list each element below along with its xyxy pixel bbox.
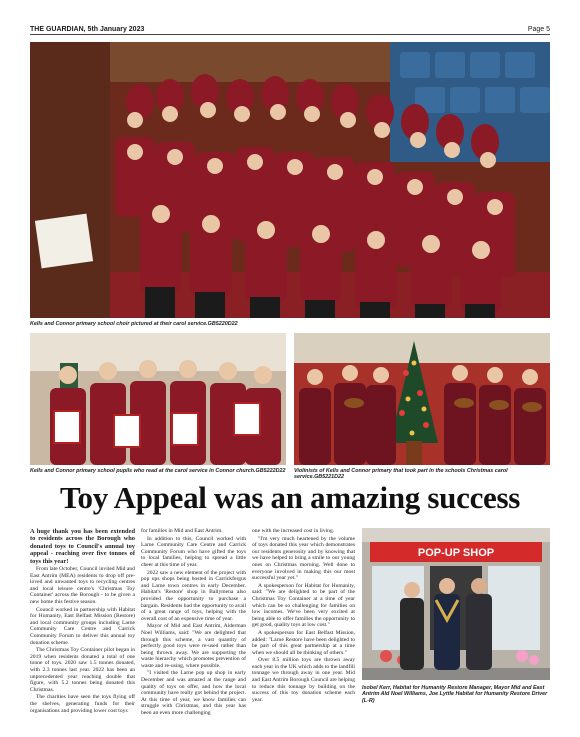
article-paragraph: From late October, Council invited Mid and East Antrim (MEA) residents to drop off pre-loved and unwanted toys to recycling centres and local leisure centre's 'Christmas Toy Container' across the Borough - to be given a new home this festive season. [30,566,135,605]
article-paragraph: Over 8.5 million toys are thrown away each year in the UK which adds to the landfill tonnage we through away in one year. Mid and East Antrim Borough Council are helping to reduce this tonnage by building on the success of this toy donation scheme each year. [252,657,355,703]
article-column-2 [141,528,246,718]
violinists-photo-caption: Violinists of Kells and Connor primary that took part in the schools Christmas carol service.GB5221D22 [294,468,508,481]
article-paragraph: A spokesperson for Habitat for Humanity, said: "We are delighted to be part of the Christmas Toy Container at a time of year which can be so challenging for families on low incomes. We've been very excited at being able to offer families the opportunity to get good, quality toys at low cost." [252,582,355,629]
article-paragraph: "I'm very much heartened by the volume of toys donated this year which demonstrates our residents generosity and by knowing that we have helped to bring a smile to our young ones on Christmas morning. Well done to everyone involved in making this our most successful year yet." [252,535,355,582]
article-paragraph: one with the increased cost in living. [252,528,335,534]
article-paragraph: The Christmas Toy Container pilot began in 2019 when residents donated a total of one tonne of toys. 2020 saw 1.5 tonnes donated, with 2.3 tonnes last year. 2022 has been an unprecedented year reaching double that figure, with 5.2 tonnes being donated this Christmas. [30,647,135,693]
article-paragraph: The charities have seen the toys flying off the shelves, generating funds for their organisations and providing lower cost toys [30,694,135,714]
article-paragraph: "I visited the Larne pop up shop in early December and was amazed at the range and quality of toys on offer, and how the local community have really got behind the project. At this time of year, we know families can struggle with Christmas, and this year has been an even more challenging [141,670,246,717]
readers-photo [30,333,286,465]
header-rule [30,34,550,35]
article-paragraph: 2022 saw a new element of the project with pop ups shops being hosted in Carrickfergus and Larne town centres in early December. Habitat's 'Restore' shop in Ballymena also provided the opportunity to purchase a bargain. Residents had the opportunity to avail of a great range of toys, helping with the overall cost of an expensive time of year. [141,569,246,622]
publication-date: THE GUARDIAN, 5th January 2023 [30,26,145,33]
popup-shop-photo-caption: Isobel Kerr, Habitat for Humanity Restore Manager, Mayor Mid and East Antrim Ald Noel Williams, Joe Lyttle Habitat for Humanity Restore Driver (L-R) [362,685,548,704]
article-paragraph: In addition to this, Council worked with Larne Community Care Centre and Carrick Community Forum who have gifted the toys to local families, helping to spread a little cheer at this time of year. [141,535,246,568]
page-number: Page 5 [527,26,550,33]
popup-shop-sign: POP-UP SHOP [417,547,495,559]
choir-photo-caption: Kells and Connor primary school choir pictured at their carol service.GB5220D22 [30,321,238,327]
page-header [30,20,550,34]
article-column-1 [30,528,135,715]
choir-photo [30,42,550,318]
article-paragraph: Mayor of Mid and East Antrim, Alderman Noel Williams, said: "We are delighted that through this scheme, a vast quantity of perfectly good toys were re-used rather than being thrown away. We are supporting the waste hierarchy which promotes prevention of waste and re-using, where possible. [141,623,246,669]
article-paragraph: Council worked in partnership with Habitat for Humanity, East Belfast Mission (Restore) and local community groups including Larne Community Care Centre and Carrick Community Forum to deliver this annual toy donation scheme. [30,606,135,646]
article-lead: A huge thank you has been extended to residents across the Borough who donated toys to Council's annual toy appeal - reaching over five tonnes of toys this year! [30,528,135,565]
popup-shop-photo [362,528,550,680]
article-paragraph: for families in Mid and East Antrim. [141,528,223,534]
article-column-3 [252,528,355,704]
readers-photo-caption: Kells and Connor primary school pupils who read at the carol service in Connor church.GB5222D22 [30,468,286,474]
violinists-photo [294,333,550,465]
article-headline: Toy Appeal was an amazing success [59,480,521,515]
article-paragraph: A spokesperson for East Belfast Mission, added: "Larne Restore have been delighted to be part of this great partnership at a time when we should all be thinking of others." [252,629,355,656]
